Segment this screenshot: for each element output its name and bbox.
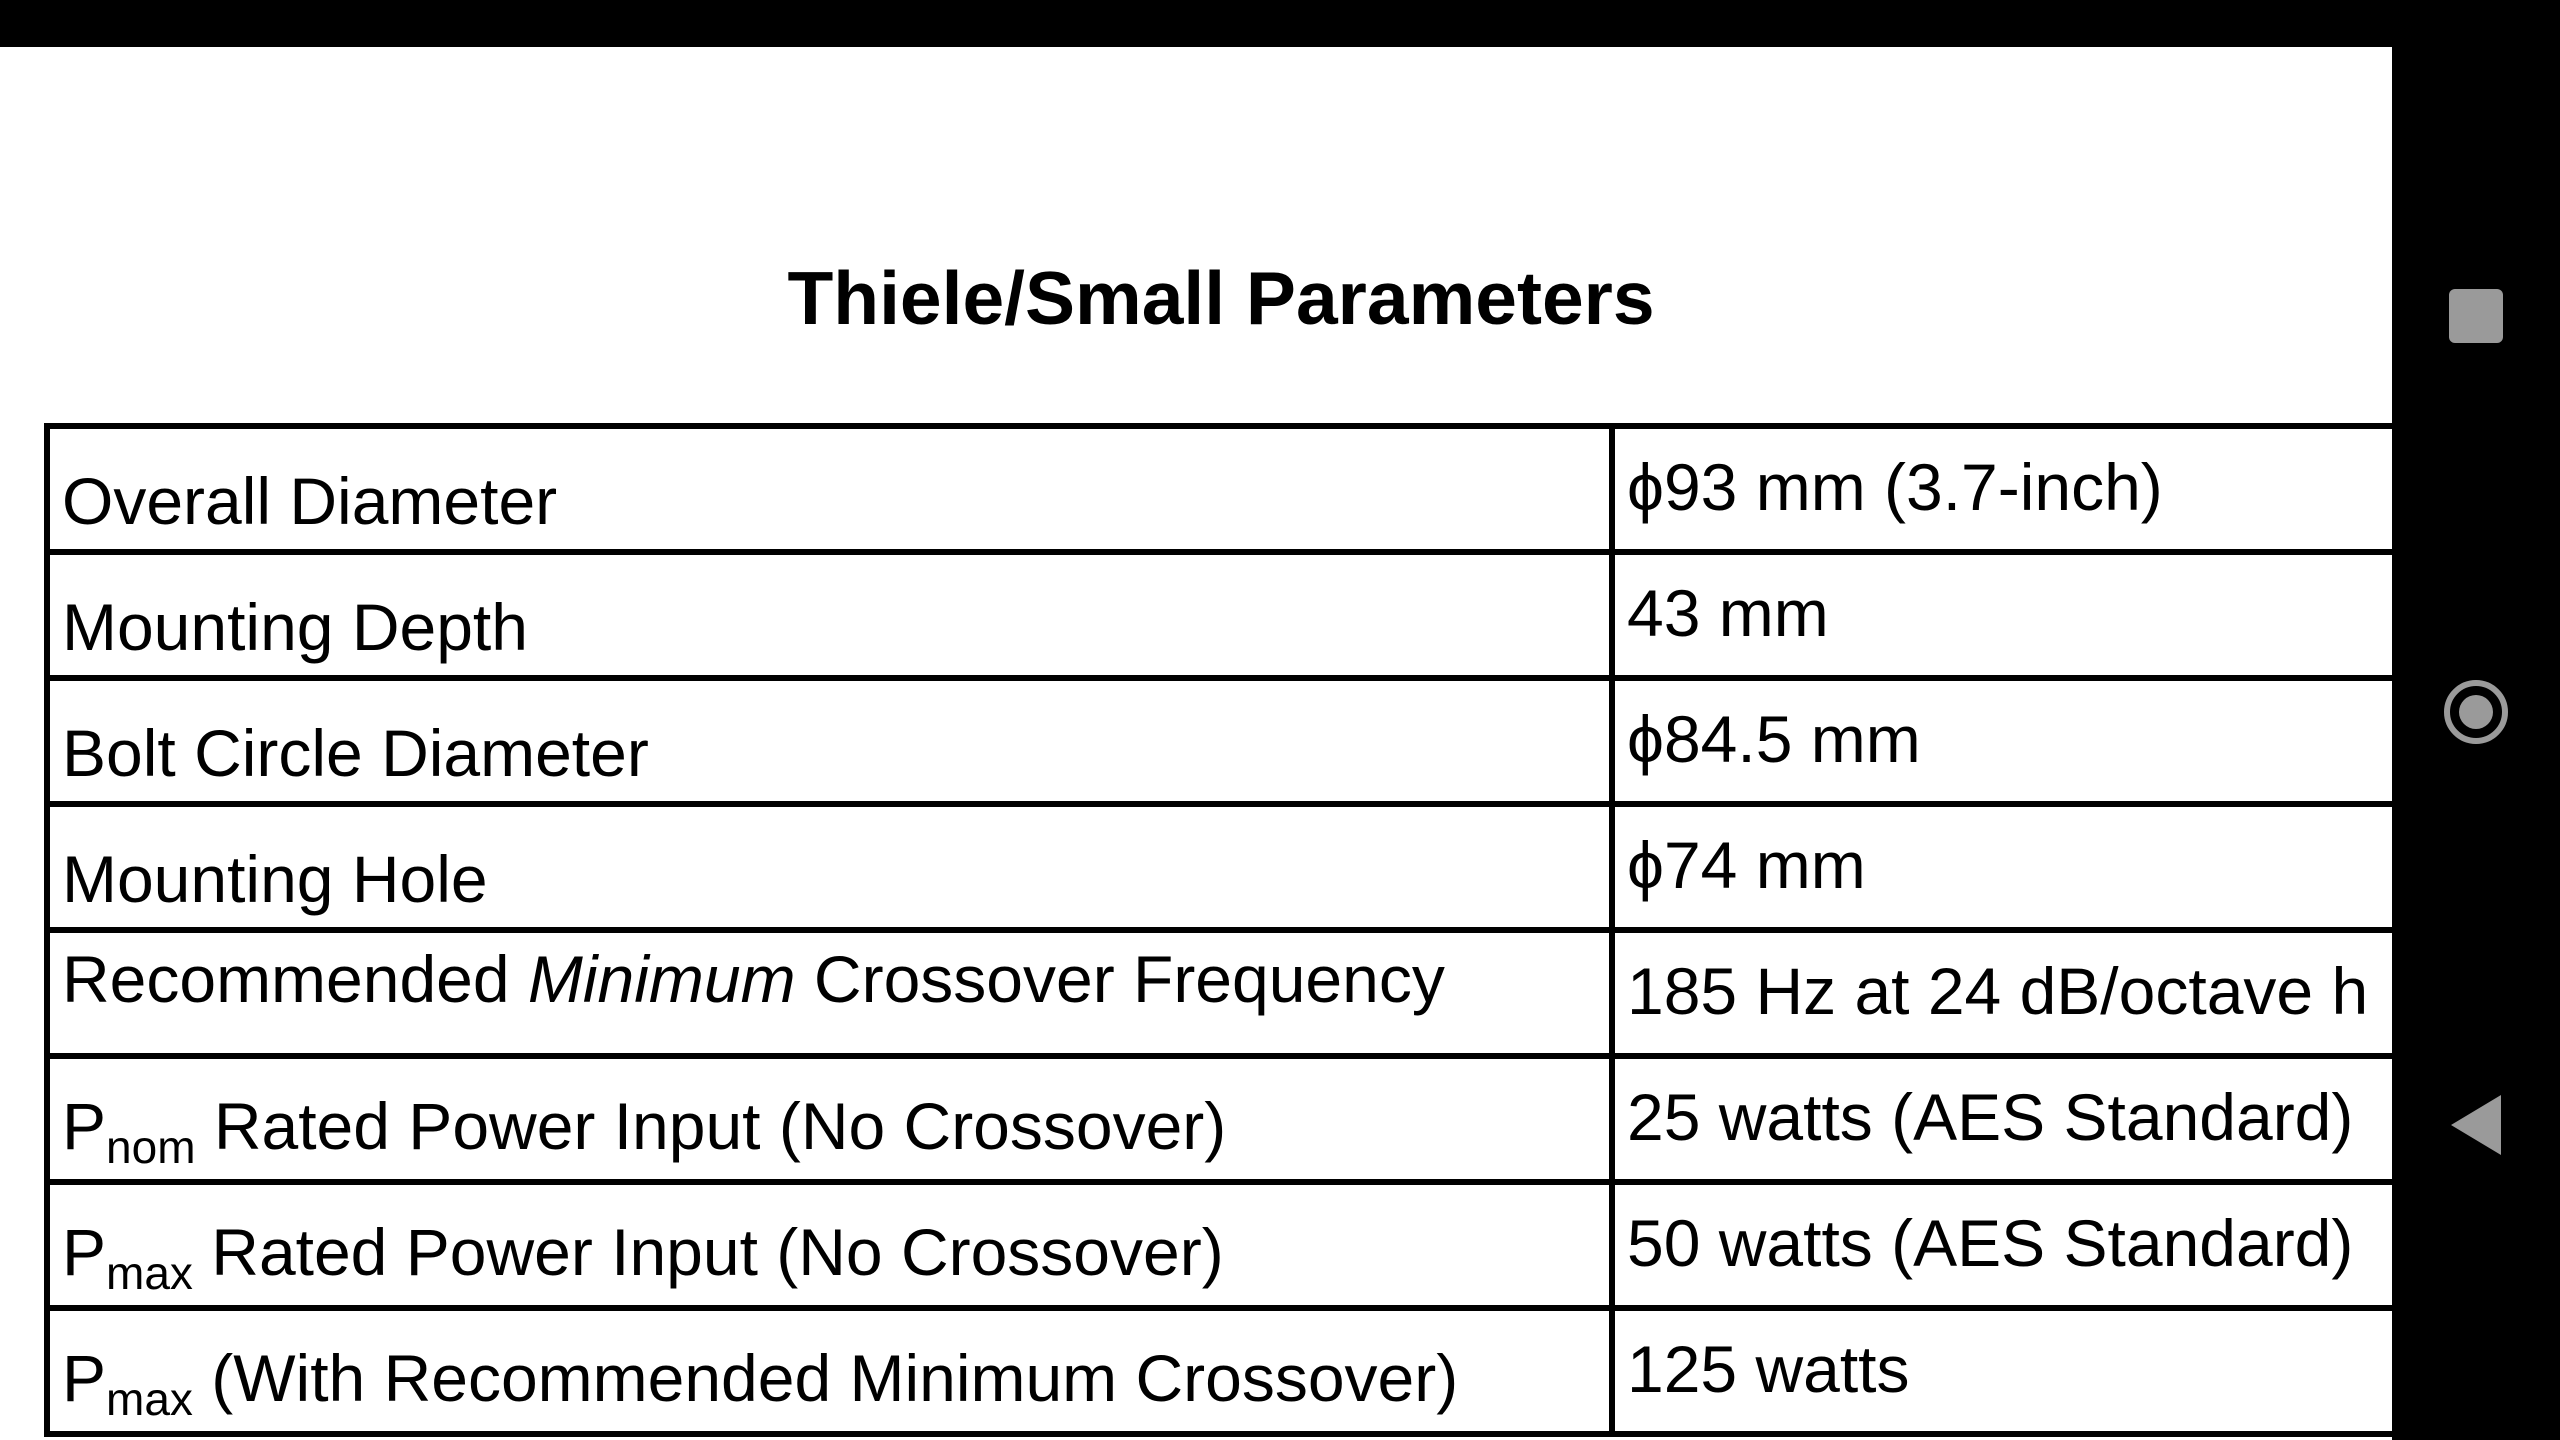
row-label: Overall Diameter	[47, 426, 1612, 552]
row-label: Recommended Minimum Crossover Frequency	[47, 930, 1612, 1056]
table-row	[47, 930, 2392, 1056]
table-row	[47, 804, 2392, 930]
row-label: $P_{max}$ (With Recommended Minimum Crossover)	[47, 1308, 1612, 1434]
row-value: 43 mm	[1612, 552, 2392, 678]
row-label: Mounting Depth	[47, 552, 1612, 678]
table-row	[47, 426, 2392, 552]
square-icon[interactable]	[2449, 289, 2503, 343]
table-row	[47, 1308, 2392, 1434]
table-row	[47, 678, 2392, 804]
row-label: Mounting Hole	[47, 804, 1612, 930]
row-value: ϕ84.5 mm	[1612, 678, 2392, 804]
row-label: $P_{nom}$ Rated Power Input (No Crossover)	[47, 1056, 1612, 1182]
circle-icon[interactable]	[2444, 680, 2508, 744]
navigation-bar	[2392, 47, 2560, 1440]
triangle-back-icon[interactable]	[2451, 1095, 2501, 1155]
row-value: 125 watts	[1612, 1308, 2392, 1434]
row-value: ϕ74 mm	[1612, 804, 2392, 930]
row-label: $P_{max}$ Rated Power Input (No Crossover)	[47, 1182, 1612, 1308]
document-page[interactable]	[0, 47, 2392, 1440]
page-title: Thiele/Small Parameters	[787, 256, 1655, 340]
row-value: ϕ93 mm (3.7-inch)	[1612, 426, 2392, 552]
parameters-table	[44, 423, 2392, 1437]
table-row	[47, 1056, 2392, 1182]
row-value: 25 watts (AES Standard)	[1612, 1056, 2392, 1182]
row-value: 50 watts (AES Standard)	[1612, 1182, 2392, 1308]
table-row	[47, 552, 2392, 678]
row-value: 185 Hz at 24 dB/octave h	[1612, 930, 2392, 1056]
table-row	[47, 1182, 2392, 1308]
row-label: Bolt Circle Diameter	[47, 678, 1612, 804]
